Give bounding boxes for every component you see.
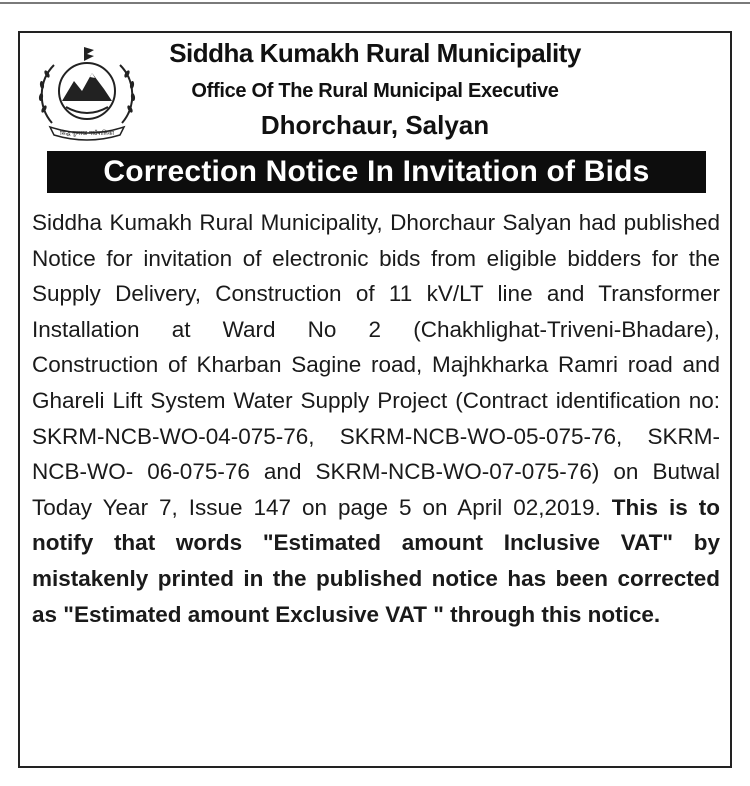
- org-name: Siddha Kumakh Rural Municipality: [169, 38, 581, 68]
- emblem-caption: सिद्ध कुमाख गाउँपालिका: [60, 130, 114, 137]
- notice-body-regular: Siddha Kumakh Rural Municipality, Dhorchaur Salyan had published Notice for invitation of electronic bids from eligible bidders for the Supply Delivery, Construction of 11 kV/LT line and Transformer Installation at Ward No 2 (Chakhlighat-Triveni-Bhadare), Construction of Kharban Sagine road, Majhkharka Ramri road and Ghareli Lift System Water Supply Project (Contract identification no: SKRM-NCB-WO-04-075-76, SKRM-NCB-WO-05-075-76, SKRM-NCB-WO- 06-075-76 and SKRM-NCB-WO-07-075-76) on Butwal Today Year 7, Issue 147 on page 5 on April 02,2019.: [32, 210, 720, 520]
- municipality-emblem-icon: [32, 45, 142, 143]
- top-rule: [0, 2, 750, 4]
- notice-body: [32, 205, 720, 632]
- office-name: Office Of The Rural Municipal Executive: [191, 80, 559, 102]
- notice-body-bold: This is to notify that words "Estimated amount Inclusive VAT" by mistakenly printed in the published notice has been corrected as "Estimated amount Exclusive VAT " through this notice.: [32, 494, 720, 627]
- location: Dhorchaur, Salyan: [260, 110, 490, 140]
- notice-title: Correction Notice In Invitation of Bids: [47, 151, 706, 193]
